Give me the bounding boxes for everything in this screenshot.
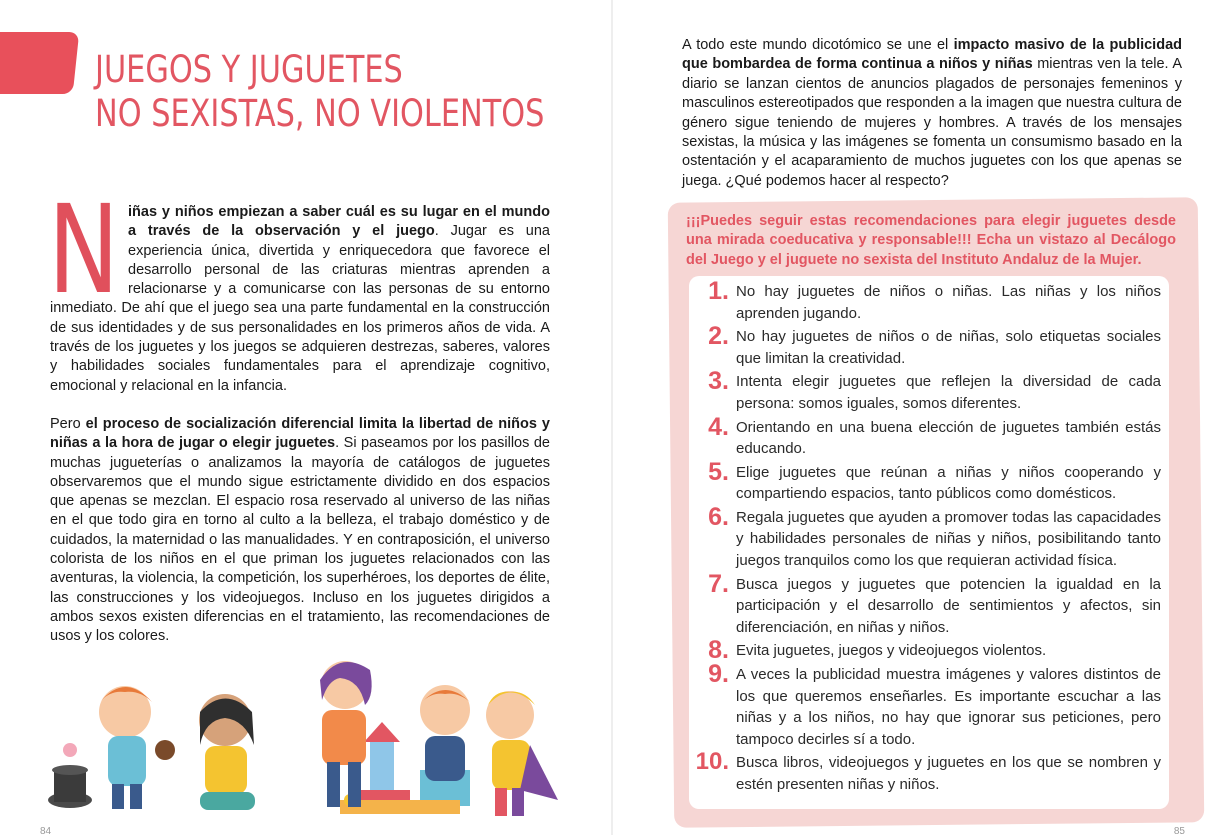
- item-number: 3.: [708, 367, 729, 396]
- item-text: Busca libros, videojuegos y juguetes en los que se nombren y estén presenten niñas y niños.: [736, 754, 1161, 793]
- item-text: Busca juegos y juguetes que potencien la igualdad en la participación y el desarrollo de sentimientos y afectos, sin diferenciación, en niñas y niños.: [736, 575, 1161, 636]
- item-number: 1.: [708, 277, 729, 305]
- intro-bold: iñas y niños empiezan a saber cuál es su lugar en el mundo a través de la observación y el juego: [128, 204, 550, 240]
- top-bold: impacto masivo de la publicidad que bombardea de forma continua a niños y niñas: [682, 37, 1182, 73]
- recommendations-heading: ¡¡¡Puedes seguir estas recomendaciones para elegir juguetes desde una mirada coeducativa y responsable!!! Echa un vistazo al Decálogo del Juego y el juguete no sexista del Instituto Andaluz de la Mujer.: [686, 213, 1176, 268]
- recommendations-list: [691, 277, 1161, 797]
- p2-text: . Si paseamos por los pasillos de muchas jugueterías o analizamos la mayoría de catálogos de juguetes observaremos que el mundo sigue estrictamente dividido en dos espacios que apenas se mezclan. El espacio rosa reservado al universo de las niñas en el que todo gira en torno al culto a la belleza, el trabajo doméstico y de cuidados, la maternidad o las manualidades. Y en contraposición, el universo colorista de los niños en el que priman los juguetes relacionados con las aventuras, la violencia, la competición, los superhéroes, los deportes de élite, las construcciones y los videojuegos. Incluso en los juguetes dirigidos a ambos sexos existen diferencias en el tratamiento, las recomendaciones de usos y los colores.: [50, 435, 550, 645]
- item-text: Regala juguetes que ayuden a promover todas las capacidades y habilidades personales de niñas y niños, posibilitando tanto juegos tranquilos como los que requieran actividad física.: [736, 508, 1161, 569]
- drop-cap: N: [48, 179, 120, 321]
- page-title: [95, 48, 544, 136]
- recommendation-item: [691, 502, 1161, 572]
- recommendation-item: [691, 322, 1161, 369]
- recommendation-item: [691, 367, 1161, 414]
- item-text: Intenta elegir juguetes que reflejen la diversidad de cada persona: somos iguales, somos diferentes.: [736, 373, 1161, 412]
- item-number: 9.: [708, 660, 729, 688]
- item-text: A veces la publicidad muestra imágenes y valores distintos de los que queremos enseñarles. Es importante escuchar a las niñas y a los niños, no hay que ignorar sus peticiones, pero tampoco decirles sí a todo.: [736, 666, 1161, 748]
- title-line-2: NO SEXISTAS, NO VIOLENTOS: [95, 92, 545, 135]
- item-number: 2.: [708, 322, 729, 351]
- item-text: No hay juguetes de niños o de niñas, solo etiquetas sociales que limitan la creatividad.: [736, 328, 1161, 367]
- item-text: Orientando en una buena elección de juguetes también estás educando.: [736, 418, 1161, 458]
- recommendation-item: [691, 660, 1161, 750]
- top-text: mientras ven la tele. A diario se lanzan cientos de anuncios plagados de personajes femeninos y masculinos estereotipados que responden a la imagen que nuestra cultura de género sigue teniendo de mujeres y hombres. A través de los mensajes sexistas, la música y las imágenes se fomenta un consumismo basado en la ostentación y el acaparamiento de muchos juguetes con los que apenas se juega. ¿Qué podemos hacer al respecto?: [682, 56, 1182, 189]
- intro-text: . Jugar es una experiencia única, divertida y enriquecedora que favorece el desarrollo personal de las criaturas mientras aprenden a relacionarse y a comunicarse con las personas de su entorno inmediato. De ahí que el juego sea una parte fundamental en la construcción de sus identidades y de sus personalidades en los primeros años de vida. A través de los juguetes y los juegos se adquieren destrezas, saberes, valores y habilidades sociales fundamentales para el aprendizaje cognitivo, emocional y relacional en la infancia.: [50, 223, 550, 394]
- page-number-left: 84: [40, 826, 52, 835]
- recommendation-item: [691, 457, 1161, 505]
- item-number: 10.: [695, 748, 729, 776]
- recommendation-item: [691, 569, 1161, 639]
- left-page: [0, 0, 612, 835]
- p2-start: Pero: [50, 416, 86, 432]
- item-text: No hay juguetes de niños o niñas. Las niñas y los niños aprenden jugando.: [736, 283, 1161, 322]
- right-top-paragraph: [682, 36, 1182, 191]
- recommendation-item: [691, 412, 1161, 460]
- children-playing-illustration: [40, 650, 560, 825]
- intro-paragraph: [48, 179, 550, 396]
- recommendation-item: [691, 277, 1161, 324]
- second-paragraph: [50, 415, 550, 647]
- p2-bold: el proceso de socialización diferencial limita la libertad de niños y niñas a la hora de jugar o elegir juguetes: [50, 416, 550, 452]
- title-line-1: JUEGOS Y JUGUETES: [95, 48, 403, 91]
- recommendation-item: [691, 636, 1161, 665]
- red-corner-tab: [0, 32, 79, 94]
- recommendation-item: [691, 748, 1161, 795]
- item-number: 7.: [708, 569, 729, 598]
- item-number: 8.: [708, 636, 729, 665]
- item-text: Elige juguetes que reúnan a niñas y niños cooperando y compartiendo espacios, tanto públicos como domésticos.: [736, 463, 1161, 503]
- item-number: 6.: [708, 502, 729, 531]
- top-start: A todo este mundo dicotómico se une el: [682, 37, 954, 53]
- item-number: 5.: [708, 457, 729, 486]
- right-page: [612, 0, 1225, 835]
- page-number-right: 85: [1173, 826, 1185, 835]
- item-number: 4.: [708, 412, 729, 441]
- item-text: Evita juguetes, juegos y videojuegos violentos.: [736, 642, 1047, 660]
